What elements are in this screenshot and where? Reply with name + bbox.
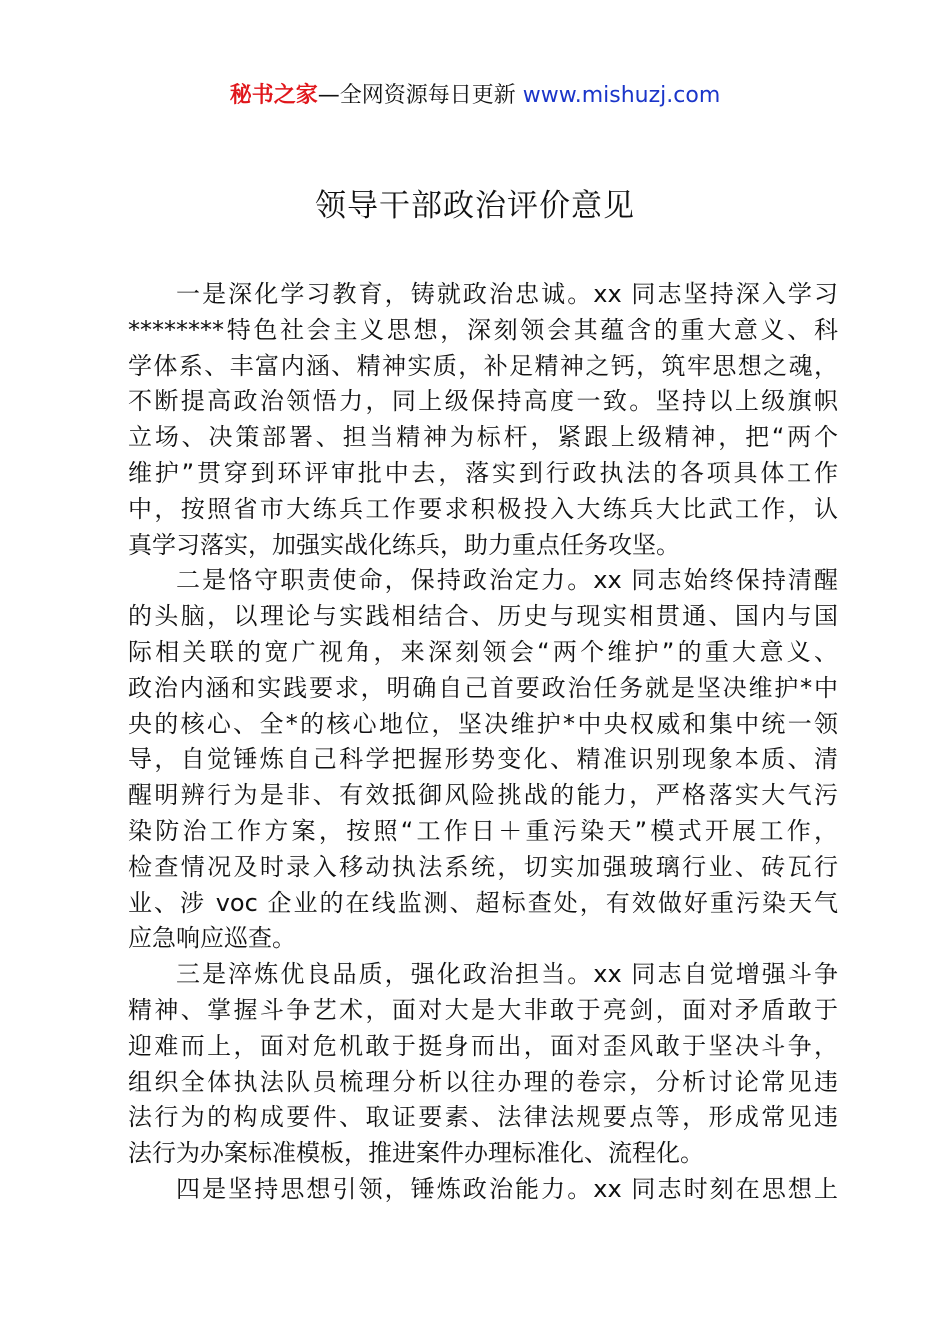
paragraph-line: 际相关联的宽广视角，来深刻领会“两个维护”的重大意义、: [128, 637, 838, 666]
paragraph-line: 的头脑，以理论与实践相结合、历史与现实相贯通、国内与国: [128, 602, 838, 631]
paragraph-line: 不断提高政治领悟力，同上级保持高度一致。坚持以上级旗帜: [128, 387, 838, 416]
paragraph-line: 迎难而上，面对危机敢于挺身而出，面对歪风敢于坚决斗争，: [128, 1031, 838, 1060]
paragraph-line: 组织全体执法队员梳理分析以往办理的卷宗，分析讨论常见违: [128, 1067, 838, 1096]
paragraph-line: 精神、掌握斗争艺术，面对大是大非敢于亮剑，面对矛盾敢于: [128, 995, 838, 1024]
paragraph-line: 业、涉 voc 企业的在线监测、超标查处，有效做好重污染天气: [128, 888, 838, 917]
paragraph-line: 法行为的构成要件、取证要素、法律法规要点等，形成常见违: [128, 1103, 838, 1132]
site-brand-name: 秘书之家: [229, 83, 318, 108]
site-tagline: —全网资源每日更新: [317, 83, 523, 108]
paragraph-line: 中，按照省市大练兵工作要求积极投入大练兵大比武工作，认: [128, 494, 838, 523]
paragraph-line: 法行为办案标准模板，推进案件办理标准化、流程化。: [128, 1139, 704, 1168]
paragraph-line: 立场、决策部署、担当精神为标杆，紧跟上级精神，把“两个: [128, 423, 838, 452]
paragraph-line: 染防治工作方案，按照“工作日＋重污染天”模式开展工作，: [128, 816, 838, 845]
document-title: 领导干部政治评价意见: [315, 188, 635, 224]
paragraph-line: 真学习落实，加强实战化练兵，助力重点任务攻坚。: [128, 530, 680, 559]
paragraph-line: 醒明辨行为是非、有效抵御风险挑战的能力，严格落实大气污: [128, 781, 838, 810]
paragraph-line: 导，自觉锤炼自己科学把握形势变化、精准识别现象本质、清: [128, 745, 838, 774]
site-url-link[interactable]: www.mishuzj.com: [522, 83, 721, 108]
paragraph-first-line: 四是坚持思想引领，锤炼政治能力。xx 同志时刻在思想上: [176, 1174, 838, 1203]
paragraph-line: 政治内涵和实践要求，明确自己首要政治任务就是坚决维护*中: [128, 673, 838, 702]
paragraph-line: 学体系、丰富内涵、精神实质，补足精神之钙，筑牢思想之魂，: [128, 351, 838, 380]
paragraph-line: 维护”贯穿到环评审批中去，落实到行政执法的各项具体工作: [128, 458, 838, 487]
paragraph-first-line: 一是深化学习教育，铸就政治忠诚。xx 同志坚持深入学习: [176, 280, 838, 308]
paragraph-first-line: 三是淬炼优良品质，强化政治担当。xx 同志自觉增强斗争: [176, 960, 838, 989]
paragraph-line: 应急响应巡查。: [128, 924, 296, 953]
paragraph-first-line: 二是恪守职责使命，保持政治定力。xx 同志始终保持清醒: [176, 566, 838, 595]
paragraph-line: ********特色社会主义思想，深刻领会其蕴含的重大意义、科: [128, 315, 838, 344]
paragraph-line: 央的核心、全*的核心地位，坚决维护*中央权威和集中统一领: [128, 709, 838, 738]
site-header: [0, 80, 950, 112]
document-body: [128, 277, 838, 1208]
paragraph-line: 检查情况及时录入移动执法系统，切实加强玻璃行业、砖瓦行: [128, 852, 838, 881]
